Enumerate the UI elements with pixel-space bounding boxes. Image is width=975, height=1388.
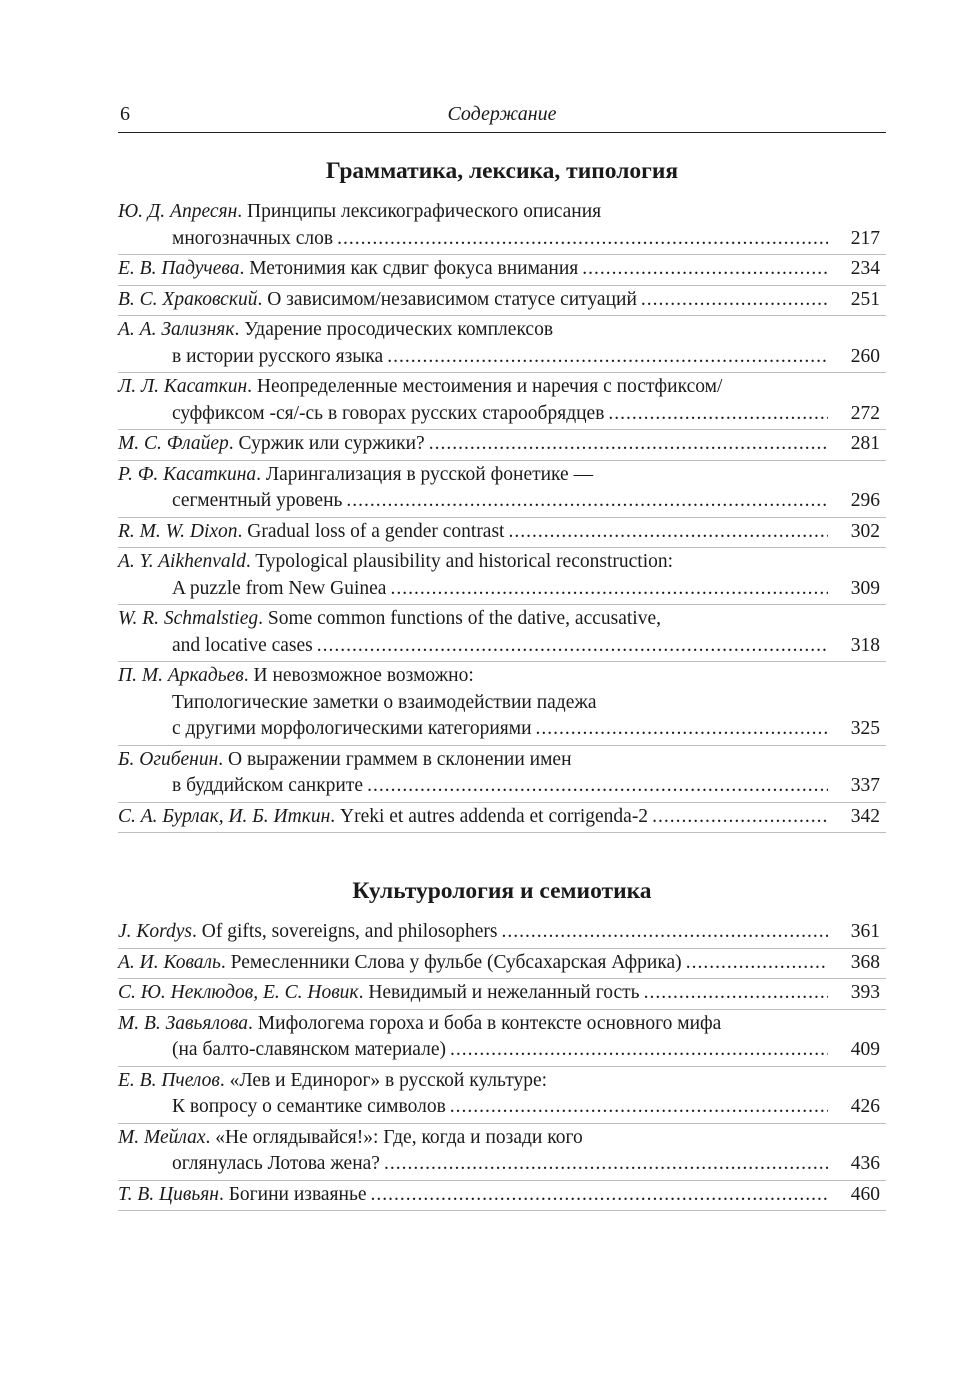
toc-entry-line	[118, 226, 886, 253]
dot-leader	[390, 576, 828, 603]
toc-entry-author: М. В. Завьялова	[118, 1012, 249, 1034]
toc-entry-text: С. А. Бурлак, И. Б. Иткин. Yreki et autres addenda et corrigenda-2	[118, 805, 649, 827]
toc-entry-text	[172, 344, 383, 371]
toc-entry-text	[172, 576, 386, 603]
toc-entry[interactable]	[118, 949, 886, 980]
toc-entry-title: в буддийском санкрите	[172, 775, 364, 796]
toc-entry-text	[172, 690, 597, 717]
toc-entry-page[interactable]: 302	[850, 520, 880, 542]
toc-entry-text: М. С. Флайер. Суржик или суржики?	[118, 433, 425, 454]
section-title: Грамматика, лексика, типология	[325, 158, 679, 184]
toc-entry-text	[172, 1151, 380, 1178]
toc-entry-text: М. Мейлах. «Не оглядывайся!»: Где, когда и позади кого	[118, 1126, 583, 1148]
toc-entry-author: W. R. Schmalstieg	[118, 608, 259, 629]
dot-leader	[367, 773, 828, 800]
toc-entry-page[interactable]: 281	[850, 433, 880, 454]
dot-leader	[502, 919, 829, 946]
toc-entry-line	[118, 663, 886, 690]
toc-entry-line	[118, 1011, 886, 1038]
dot-leader	[450, 1094, 828, 1121]
toc-entry[interactable]	[118, 662, 886, 746]
toc-entry-text: R. M. W. Dixon. Gradual loss of a gender contrast	[118, 520, 505, 542]
toc-entry-page[interactable]: 260	[850, 345, 880, 367]
toc-entry-text	[172, 226, 333, 253]
toc-entry[interactable]	[118, 803, 886, 834]
dot-leader	[387, 344, 828, 371]
toc-entry-title: Мифологема гороха и боба в контексте основного мифа	[257, 1012, 722, 1034]
toc-entry-title: Типологические заметки о взаимодействии падежа	[172, 691, 597, 713]
toc-entry-text	[172, 488, 342, 515]
toc-entry-page[interactable]: 234	[850, 258, 880, 279]
toc-entry-author: J. Kordys	[118, 921, 193, 942]
toc-entry-title: Принципы лексикографического описания	[247, 201, 602, 222]
toc-entry-author: М. Мейлах	[118, 1126, 206, 1148]
toc-entry-title: О выражении граммем в склонении имен	[228, 748, 572, 770]
toc-entry-author: Е. В. Пчелов	[118, 1069, 220, 1091]
toc-entry-text: С. Ю. Неклюдов, Е. С. Новик. Невидимый и нежеланный гость	[118, 982, 640, 1003]
toc-entry-page[interactable]: 409	[850, 1039, 880, 1060]
toc-entry-line	[118, 690, 886, 717]
toc-entry-line	[118, 606, 886, 633]
toc-entry-title: Typological plausibility and historical reconstruction:	[255, 551, 674, 572]
toc-entry-text: А. А. Зализняк. Ударение просодических комплексов	[118, 319, 554, 340]
toc-entry-title: (на балто-славянском материале)	[172, 1039, 446, 1060]
toc-entry-title: Some common functions of the dative, accusative,	[267, 608, 662, 629]
toc-entry-line	[118, 256, 886, 283]
toc-entry-line	[118, 317, 886, 344]
toc-entry-title: A puzzle from New Guinea	[172, 577, 387, 599]
dot-leader	[371, 1182, 828, 1209]
toc-entry-title: оглянулась Лотова жена?	[172, 1153, 380, 1174]
toc-entry[interactable]	[118, 430, 886, 461]
toc-entry-line	[118, 199, 886, 226]
toc-entry-line	[118, 1094, 886, 1121]
toc-entry-page[interactable]: 361	[850, 921, 880, 942]
toc-entry-line	[118, 633, 886, 660]
toc-entry-author: Р. Ф. Касаткина	[118, 463, 257, 485]
toc-entry-title: И невозможное возможно:	[253, 665, 474, 686]
toc-entry-text: Е. В. Падучева. Метонимия как сдвиг фокуса внимания	[118, 258, 579, 279]
toc-entry-line	[118, 773, 886, 800]
toc-entry-title: сегментный уровень	[172, 490, 343, 511]
toc-entry-page[interactable]: 337	[850, 775, 880, 796]
toc-entry-title: Ударение просодических комплексов	[244, 319, 554, 340]
toc-entry-line	[118, 431, 886, 458]
toc-entry-text	[172, 1094, 446, 1121]
dot-leader	[317, 633, 828, 660]
toc-entry-text: J. Kordys. Of gifts, sovereigns, and philosophers	[118, 921, 498, 942]
toc-entry-title: Невидимый и нежеланный гость	[368, 982, 640, 1003]
toc-entry-author: С. А. Бурлак, И. Б. Иткин	[118, 805, 331, 827]
dot-leader	[582, 256, 828, 283]
toc-entry-line	[118, 1151, 886, 1178]
toc-entry-title: О зависимом/независимом статусе ситуаций	[267, 288, 637, 310]
toc-entry-page[interactable]: 342	[850, 805, 880, 827]
dot-leader	[644, 980, 828, 1007]
toc-entry[interactable]	[118, 746, 886, 803]
toc-entry-title: «Лев и Единорог» в русской культуре:	[229, 1069, 548, 1091]
toc-entry-text: A. Y. Aikhenvald. Typological plausibility and historical reconstruction:	[118, 551, 674, 572]
toc-entry-title: Метонимия как сдвиг фокуса внимания	[249, 258, 579, 279]
dot-leader	[384, 1151, 828, 1178]
toc-entry-author: R. M. W. Dixon	[118, 520, 238, 542]
toc-entry-text: W. R. Schmalstieg. Some common functions of the dative, accusative,	[118, 608, 662, 629]
toc-entry-line	[118, 374, 886, 401]
toc-entry-title: Неопределенные местоимения и наречия с постфиксом/	[256, 376, 723, 397]
toc-entry-text: Р. Ф. Касаткина. Ларингализация в русской фонетике —	[118, 463, 594, 485]
toc-entry-line	[118, 950, 886, 977]
toc-entry-page[interactable]: 436	[850, 1153, 880, 1174]
toc-entry-line	[118, 549, 886, 576]
page-number: 6	[120, 103, 130, 125]
dot-leader	[450, 1037, 828, 1064]
toc-entry-title: Yreki et autres addenda et corrigenda-2	[340, 805, 649, 827]
toc-entry-text: П. М. Аркадьев. И невозможное возможно:	[118, 665, 474, 686]
toc-entry[interactable]	[118, 605, 886, 662]
toc-entry-page[interactable]: 393	[850, 982, 880, 1003]
dot-leader	[429, 431, 828, 458]
dot-leader	[608, 401, 828, 428]
dot-leader	[346, 488, 828, 515]
toc-entry-page[interactable]: 251	[850, 288, 880, 310]
toc-entry-line	[118, 716, 886, 743]
toc-entry-author: Б. Огибенин	[118, 748, 219, 770]
toc-entry-page[interactable]: 272	[850, 402, 880, 424]
toc-entry-text: В. С. Храковский. О зависимом/независимом статусе ситуаций	[118, 288, 637, 310]
section-title: Культурология и семиотика	[352, 878, 652, 904]
toc-entry-author: Ю. Д. Апресян	[118, 201, 238, 222]
toc-entry-title: в истории русского языка	[172, 345, 384, 367]
toc-entry-line	[118, 401, 886, 428]
toc-entry-line	[118, 519, 886, 546]
toc-entry-author: Л. Л. Касаткин	[118, 376, 248, 397]
toc-entry-text	[172, 716, 532, 743]
toc-entry-author: С. Ю. Неклюдов, Е. С. Новик	[118, 982, 359, 1003]
toc-entry-title: Of gifts, sovereigns, and philosophers	[201, 921, 498, 942]
toc-entry-author: П. М. Аркадьев	[118, 665, 244, 686]
toc-entry[interactable]	[118, 518, 886, 549]
toc-entry-author: А. И. Коваль	[118, 951, 221, 973]
toc-entry-page[interactable]: 426	[850, 1096, 880, 1117]
toc-entry-text: Ю. Д. Апресян. Принципы лексикографического описания	[118, 201, 602, 222]
toc-entry[interactable]	[118, 548, 886, 605]
dot-leader	[337, 226, 828, 253]
toc-entry-text: Л. Л. Касаткин. Неопределенные местоимения и наречия с постфиксом/	[118, 376, 723, 397]
toc-entry-page[interactable]: 368	[850, 951, 880, 973]
toc-entry[interactable]	[118, 316, 886, 373]
dot-leader	[641, 287, 828, 314]
toc-entry-title: Gradual loss of a gender contrast	[247, 520, 505, 542]
toc-entry-text: Б. Огибенин. О выражении граммем в склонении имен	[118, 748, 572, 770]
toc-entry-author: A. Y. Aikhenvald	[118, 551, 246, 572]
toc-entry-author: А. А. Зализняк	[118, 319, 235, 340]
toc-entry-line	[118, 344, 886, 371]
toc-entry[interactable]	[118, 198, 886, 255]
toc-entry-line	[118, 1125, 886, 1152]
toc-entry-author: М. С. Флайер	[118, 433, 229, 454]
dot-leader	[686, 950, 828, 977]
toc-entry[interactable]	[118, 979, 886, 1010]
toc-entry-title: многозначных слов	[172, 227, 334, 249]
toc-entry-line	[118, 1182, 886, 1209]
toc-entry-text	[172, 633, 313, 660]
toc-entry-line	[118, 576, 886, 603]
dot-leader	[508, 519, 828, 546]
toc-entry[interactable]	[118, 255, 886, 286]
toc-entry-line	[118, 1037, 886, 1064]
toc-entry-page[interactable]: 296	[850, 490, 880, 511]
toc-entry-page[interactable]: 325	[850, 718, 880, 739]
toc-entry-title: Суржик или суржики?	[238, 433, 425, 454]
toc-entry-title: К вопросу о семантике символов	[172, 1096, 446, 1117]
toc-entry-title: Богини изваянье	[228, 1183, 367, 1205]
toc-entry[interactable]	[118, 1181, 886, 1212]
toc-entry-title: Ремесленники Слова у фульбе (Субсахарская Африка)	[230, 951, 682, 973]
toc-entry-line	[118, 804, 886, 831]
running-head	[118, 100, 886, 133]
toc-entry[interactable]	[118, 1067, 886, 1124]
toc-entry-title: суффиксом -ся/-сь в говорах русских старообрядцев	[172, 402, 605, 424]
toc-entry-author: Т. В. Цивьян	[118, 1183, 219, 1205]
toc-entry-title: с другими морфологическими категориями	[172, 718, 532, 739]
toc-entry-line	[118, 287, 886, 314]
toc-entry-line	[118, 747, 886, 774]
toc-entry-line	[118, 980, 886, 1007]
toc-entry-text	[172, 1037, 446, 1064]
toc-entry-line	[118, 1068, 886, 1095]
toc-entry[interactable]	[118, 373, 886, 430]
toc-entry-text: Т. В. Цивьян. Богини изваянье	[118, 1183, 367, 1205]
toc-entry-text: Е. В. Пчелов. «Лев и Единорог» в русской культуре:	[118, 1069, 548, 1091]
toc-entry[interactable]	[118, 461, 886, 518]
toc-entry-text: А. И. Коваль. Ремесленники Слова у фульбе (Субсахарская Африка)	[118, 951, 682, 973]
toc-entry-line	[118, 488, 886, 515]
toc-entry-title: and locative cases	[172, 634, 313, 656]
toc-entry-line	[118, 919, 886, 946]
toc-entry-author: В. С. Храковский	[118, 288, 258, 310]
toc-entry-title: Ларингализация в русской фонетике —	[265, 463, 594, 485]
toc-entry-line	[118, 462, 886, 489]
toc-entry-text	[172, 773, 363, 800]
toc-entry-page[interactable]: 309	[850, 577, 880, 599]
toc-entry-text	[172, 401, 604, 428]
running-head-title: Содержание	[447, 103, 557, 125]
toc-entry[interactable]	[118, 286, 886, 317]
toc-entry-page[interactable]: 217	[850, 227, 880, 249]
toc-entry-author: Е. В. Падучева	[118, 258, 240, 279]
toc-section-culture	[118, 876, 886, 1211]
toc-section-grammar	[118, 156, 886, 833]
toc-entry-title: «Не оглядывайся!»: Где, когда и позади кого	[215, 1126, 583, 1148]
dot-leader	[652, 804, 828, 831]
toc-entry[interactable]	[118, 1124, 886, 1181]
toc-entry[interactable]	[118, 918, 886, 949]
toc-entry[interactable]	[118, 1010, 886, 1067]
toc-entry-page[interactable]: 318	[850, 634, 880, 656]
toc-entry-page[interactable]: 460	[850, 1183, 880, 1205]
toc-entry-text: М. В. Завьялова. Мифологема гороха и боба в контексте основного мифа	[118, 1012, 722, 1034]
dot-leader	[536, 716, 828, 743]
